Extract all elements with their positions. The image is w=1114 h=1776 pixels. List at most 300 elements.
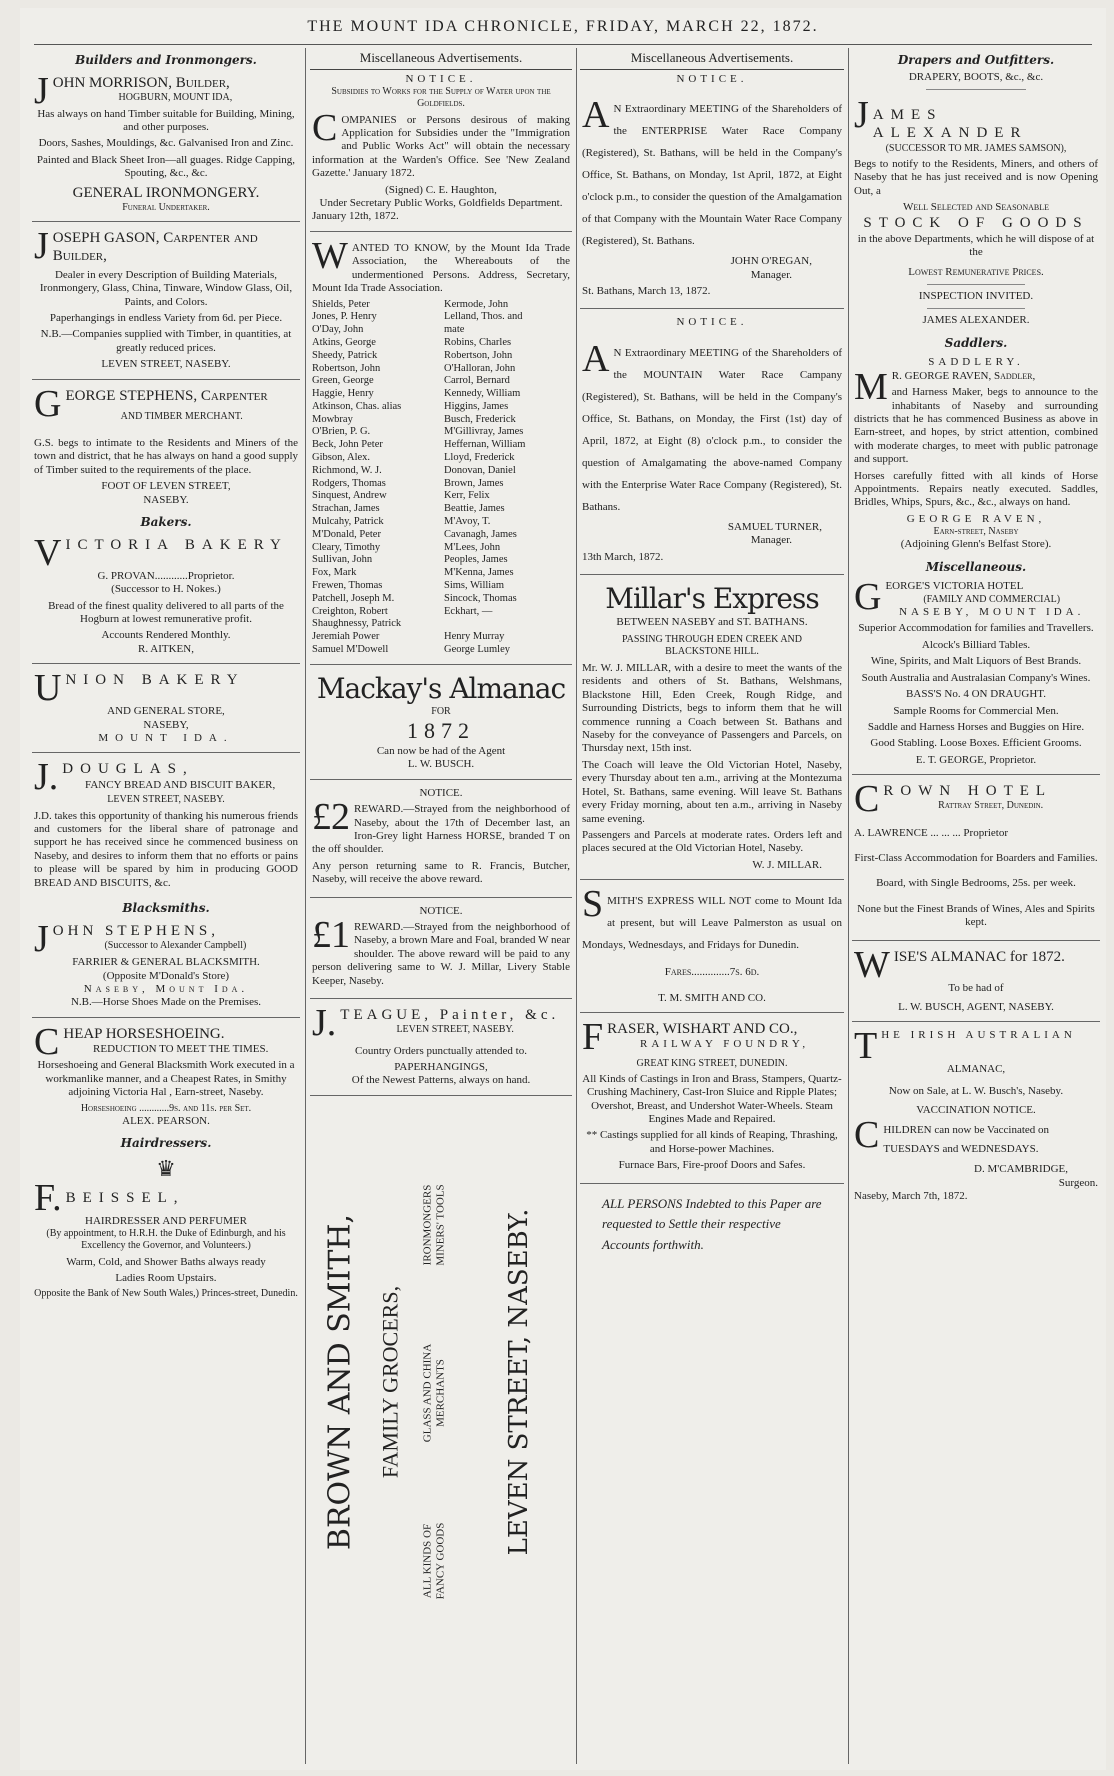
section-heading: Hairdressers. [120,1136,212,1151]
wanted-name: Patchell, Joseph M. [312,592,395,604]
wanted-name: Sullivan, John [312,554,373,566]
advert-address: LEVEN STREET, NASEBY. [503,1208,534,1556]
advert-all-persons [580,1188,844,1262]
advert-signature: JOHN O'REGAN, [730,255,812,268]
advert-line: (FAMILY AND COMMERCIAL) [923,593,1061,605]
advert-line: Under Secretary Public Works, Goldfields Department. [319,197,563,210]
advert-signature: (Signed) C. E. Haughton, [385,183,497,196]
advert-line: MERCHANTS [434,1359,447,1427]
advert-body: Horseshoeing and General Blacksmith Work executed in a workmanlike manner, and a Cheapest Rates, in Smithy adjoining Victoria Hal , Earn-street, Naseby. [37,1059,295,1099]
advert-body: HILDREN can now be Vaccinated on TUESDAYS and WEDNESDAYS. [883,1123,1050,1156]
advert-line: PAPERHANGINGS, [394,1060,488,1073]
wanted-name: Henry Murray [444,631,505,643]
advert-smith-express [580,884,844,1008]
advert-rule [32,1017,300,1018]
advert-body: and Harness Maker, begs to announce to the inhabitants of Naseby and surrounding districts that he has commenced Business as above in Earn-street, and hopes, by strict attention, combined with moderate charges, to meet with public patronage and support. [854,386,1098,466]
advert-crown-hotel [852,779,1100,936]
advert-body: MITH'S EXPRESS WILL NOT come to Mount Ida at present, but will Leave Palmerston as usual on Mondays, Wednesdays, and Fridays for Dunedin. [582,895,842,952]
advert-morrison [32,71,300,218]
advert-vaccination [852,1101,1100,1206]
wanted-name: O'Day, John [312,324,364,336]
advert-address: Naseby, Mount Ida. [83,982,249,995]
advert-signature: W. J. MILLAR. [752,858,822,871]
drop-initial: F. [34,1176,62,1219]
wanted-name: M'Kenna, James [444,567,514,579]
advert-fraser-wishart [580,1017,844,1179]
advert-date: Naseby, March 7th, 1872. [854,1190,968,1203]
advert-line: N.B.—Horse Shoes Made on the Premises. [70,996,262,1009]
wanted-name: Beck, John Peter [312,439,383,451]
advert-line: ALL KINDS OF [421,1523,434,1599]
drop-initial: A [582,94,610,137]
advert-address: FOOT OF LEVEN STREET, [101,480,231,493]
advert-rule [926,89,1025,90]
advert-rule [927,284,1025,285]
advert-brown-and-smith [310,1102,572,1662]
advert-title: Millar's Express [605,582,819,616]
advert-line: FARRIER & GENERAL BLACKSMITH. [72,956,260,969]
advert-address: Rattray Street, Dunedin. [938,800,1044,812]
wanted-name: mate [444,324,465,336]
advert-line: Manager. [750,268,792,281]
wanted-name: Heffernan, William [444,439,526,451]
column-1 [32,48,300,1764]
wanted-name: Robertson, John [312,362,381,374]
column-3 [580,48,844,1764]
wanted-name: Donovan, Daniel [444,464,516,476]
advert-signature: GEORGE RAVEN, [906,512,1046,525]
advert-heading: SADDLERY. [928,356,1024,369]
advert-address: Earn-street, Naseby [933,526,1019,538]
notice-title: VACCINATION NOTICE. [916,1104,1036,1117]
drop-initial: J [34,225,49,268]
drop-initial: J [854,94,869,137]
advert-body: All Kinds of Castings in Iron and Brass, Stampers, Quartz-Crushing Machinery, Cast-Iron Sluice and Ripple Plates; Overshot, Breast, and Undershot Water-Wheels. Steam Engines Made and Repaired. [582,1072,842,1126]
advert-line: AND GENERAL STORE, [107,705,225,718]
section-heading: Drapers and Outfitters. [897,53,1055,67]
wanted-name: Samuel M'Dowell [312,644,389,656]
advert-line: in the above Departments, which he will dispose of at the [857,232,1095,259]
advert-title: RASER, WISHART AND CO., [607,1020,798,1037]
wanted-name: Sheedy, Patrick [312,349,378,361]
advert-line: GLASS AND CHINA [421,1343,434,1443]
advert-body: J.D. takes this opportunity of thanking his numerous friends and customers for the liberal share of patronage and support he has received since he commenced business on Naseby, and desires to inform them that no efforts or pains to please will be spared by him in producing GOOD BREAD AND BISCUITS, &c. [34,809,298,889]
advert-reward-2 [310,784,572,893]
advert-body: N Extraordinary MEETING of the Shareholders of the ENTERPRISE Water Race Company (Registered), St. Bathans, will be held in the Company's Office, St. Bathans, on Monday, 1st April, 1872, at Eight o'clock p.m., to consider the question of the Amalgamation of that Company with the Mountain Water Race Company (Registered), St. Bathans. [582,103,842,248]
advert-body: REWARD.—Strayed from the neighborhood of Naseby, a brown Mare and Foal, branded W near shoulder. The above reward will be paid to any person delivering same to W. J. Millar, Livery Stable Keeper, Naseby. [312,921,570,987]
advert-body: REWARD.—Strayed from the neighborhood of Naseby, about the 17th of December last, an Iron-Grey light Harness HORSE, branded T on the off shoulder. [312,803,570,856]
advert-rule [580,879,844,880]
column-rule [848,48,849,1764]
advert-line: NASEBY, [143,718,189,731]
advert-address: Opposite the Bank of New South Wales,) Princes-street, Dunedin. [34,1288,298,1300]
advert-title: HE IRISH AUSTRALIAN [881,1029,1076,1042]
advert-line: MINERS' TOOLS [434,1184,447,1266]
advert-line: Fares..............7s. 6d. [664,966,760,979]
advert-mackay-almanac [310,669,572,775]
wanted-name: M'Avoy, T. [444,516,491,528]
advert-title: NION BAKERY [65,672,245,689]
advert-line: FANCY GOODS [434,1522,447,1600]
advert-rule [310,231,572,232]
advert-beissel [32,1154,300,1307]
advert-subsidies-notice [310,70,572,227]
advert-rule [580,1012,844,1013]
drop-initial: M [854,365,888,408]
advert-title: BEISSEL, [65,1189,185,1206]
advert-line: Now on Sale, at L. W. Busch's, Naseby. [888,1084,1064,1097]
wanted-name: O'Halloran, John [444,362,516,374]
advert-douglas [32,757,300,896]
advert-address: LEVEN STREET, NASEBY. [396,1024,514,1036]
advert-signature: T. M. SMITH AND CO. [658,991,766,1004]
drop-initial: G [854,576,882,619]
advert-rule [310,897,572,898]
advert-line: L. W. BUSCH, AGENT, NASEBY. [898,1001,1054,1014]
advert-line: Well Selected and Seasonable [903,201,1049,214]
wanted-name: Cavanagh, James [444,528,517,540]
advert-signature: ALEX. PEARSON. [122,1114,210,1127]
wanted-name: Jeremiah Power [312,631,380,643]
advert-john-stephens [32,919,300,1013]
advert-body: Furnace Bars, Fire-proof Doors and Safes. [618,1159,806,1172]
advert-date: January 12th, 1872. [312,210,399,223]
crest-icon: ♛ [156,1155,176,1181]
advert-address: LEVEN STREET, NASEBY. [107,794,225,806]
advert-body: Bread of the finest quality delivered to all parts of the Hogburn at lowest remunerative profit. [48,599,284,625]
wanted-name: Sinquest, Andrew [312,490,387,502]
advert-line: Saddle and Harness Horses and Buggies on Hire. [867,720,1085,733]
advert-body: N Extraordinary MEETING of the Shareholders of the MOUNTAIN Water Race Campany (Registered), St. Bathans, will be held in the Company's Office, St. Bathans, on Monday, the First (1st) day of April, 1872, at Eight (8) o'clock p.m., to consider the question of Amalgamating the above-named Company with the Enterprise Water Race Company (Registered), St. Bathans. [582,346,842,513]
drop-initial: J. [312,1002,337,1045]
advert-line: Horseshoeing ............9s. and 11s. per Set. [80,1102,252,1114]
section-heading: Saddlers. [944,335,1008,350]
advert-body: ALL PERSONS Indebted to this Paper are requested to Settle their respective Accounts forthwith. [602,1195,822,1253]
advert-line: REDUCTION TO MEET THE TIMES. [93,1043,269,1056]
advert-line: (Successor to Alexander Campbell) [104,939,247,951]
advert-millar-express [580,579,844,875]
advert-year: 1872 [407,718,475,744]
advert-heading: GENERAL IRONMONGERY. [72,184,260,201]
names-right [444,299,570,657]
advert-line: None but the Finest Brands of Wines, Ales and Spirits kept. [857,902,1095,929]
wanted-name: Atkinson, Chas. alias [312,400,402,412]
wanted-name: M'Gillivray, James [444,426,524,438]
advert-body: Any person returning same to R. Francis, Butcher, Naseby, will receive the above reward. [312,859,570,886]
advert-mountain-meeting [580,313,844,570]
advert-body: Mr. W. J. MILLAR, with a desire to meet the wants of the residents and others of St. Bathans, Welshmans, Blackstone Hill, Eden Creek, Rough Ridge, and Surrounding Districts, begs to inform them that he will commence running a Coach between St. Bathans and Naseby for the conveyance of Passengers and Parcels, on Thursday next, 15th inst. [582,662,842,755]
advert-title: BROWN AND SMITH, [323,1213,359,1550]
advert-date: 13th March, 1872. [582,550,664,563]
advert-irish-australian [852,1026,1100,1101]
advert-body: G.S. begs to intimate to the Residents and Miners of the town and district, that he has always on hand a good supply of Timber suited to the requirements of the place. [34,437,298,476]
advert-title: EORGE STEPHENS, Carpenter [65,387,268,404]
advert-line: Alcock's Billiard Tables. [921,638,1031,651]
advert-signature: D. M'CAMBRIDGE, [974,1163,1068,1176]
advert-reward-1 [310,902,572,994]
advert-line: N.B.—Companies supplied with Timber, in quantities, at greatly reduced prices. [40,328,292,354]
advert-address: NASEBY. [143,493,189,506]
notice-title: NOTICE. [405,72,477,85]
advert-body: Passengers and Parcels at moderate rates. Orders left and places secured at the Old Victorian Hotel, Naseby. [582,828,842,855]
drop-initial: C [854,778,880,821]
advert-rule [32,221,300,222]
advert-victoria-bakery [32,533,300,659]
advert-stephens [32,384,300,511]
column-4 [852,48,1100,1764]
advert-signature: E. T. GEORGE, Proprietor. [915,753,1037,766]
names-left [312,299,438,657]
wanted-name [444,618,570,631]
advert-line: DRAPERY, BOOTS, &c., &c. [908,70,1044,83]
notice-title: NOTICE. [676,316,748,329]
advert-line: Good Stabling. Loose Boxes. Efficient Grooms. [870,737,1082,750]
advert-line: BASS'S No. 4 ON DRAUGHT. [906,688,1046,701]
advert-rule [310,779,572,780]
advert-line: AND TIMBER MERCHANT. [120,410,243,422]
advert-title: HEAP HORSESHOEING. [63,1025,225,1042]
masthead-rule [34,44,1092,45]
wanted-name: Fox, Mark [312,567,357,579]
advert-date: St. Bathans, March 13, 1872. [582,285,711,298]
advert-gason [32,226,300,374]
wanted-name: Kennedy, William [444,388,521,400]
section-heading: Bakers. [140,515,192,530]
advert-line: First-Class Accommodation for Boarders and Families. [854,852,1098,865]
drop-initial: V [34,531,62,574]
wanted-name: Mulcahy, Patrick [312,516,384,528]
advert-wanted-to-know [310,236,572,660]
wanted-name: Cleary, Timothy [312,541,381,553]
column-2 [310,48,572,1764]
advert-line: L. W. BUSCH. [407,758,475,771]
drop-initial: W [312,234,348,277]
advert-rule [310,1095,572,1096]
advert-line: Dealer in every Description of Building Materials, Ironmongery, Glass, China, Tinware, Window Glass, Oil, Paints, and Colors. [39,268,293,308]
wanted-name: Busch, Frederick [444,413,516,425]
wanted-name: Lloyd, Frederick [444,452,515,464]
advert-line: Funeral Undertaker. [122,201,210,213]
column-rule [305,48,306,1764]
wanted-name: O'Brien, P. G. [312,426,371,438]
drop-initial: S [582,883,604,926]
advert-title: ROWN HOTEL [883,783,1053,800]
advert-line: Warm, Cold, and Shower Baths always ready [66,1255,266,1268]
wanted-name: Kerr, Felix [444,490,490,502]
drop-initial: J. [34,756,59,799]
advert-rule [310,998,572,999]
advert-line: (SUCCESSOR TO MR. JAMES SAMSON), [885,142,1067,154]
advert-line: G. PROVAN............Proprietor. [97,569,235,582]
advert-address: HOGBURN, MOUNT IDA, [118,91,233,103]
wanted-name: Strachan, James [312,503,380,515]
advert-title: AMES ALEXANDER [872,107,1028,142]
drop-initial: C [312,106,338,149]
advert-body: ANTED TO KNOW, by the Mount Ida Trade Association, the Whereabouts of the undermentioned Persons. Address, Secretary, Mount Ida Trade Association. [312,241,570,295]
drop-initial: W [854,943,890,986]
masthead: THE MOUNT IDA CHRONICLE, FRIDAY, MARCH 22, 1872. [307,18,819,35]
wanted-name: Atkins, George [312,336,376,348]
names-list [312,299,570,657]
wanted-name: Robertson, John [444,349,513,361]
advert-line: MOUNT IDA. [98,731,234,744]
wanted-name: Eckhart, — [444,605,493,617]
wanted-name: George Lumley [444,644,510,656]
advert-address: (Adjoining Glenn's Belfast Store). [900,538,1052,551]
advert-line: Board, with Single Bedrooms, 25s. per week. [876,877,1076,890]
wanted-name: Creighton, Robert [312,605,388,617]
advert-line: FAMILY GROCERS, [377,1285,403,1478]
wanted-name: Higgins, James [444,400,509,412]
advert-line: Wine, Spirits, and Malt Liquors of Best Brands. [870,655,1082,668]
advert-rule [852,774,1100,775]
advert-signature: JAMES ALEXANDER. [922,314,1030,327]
wanted-name: Frewen, Thomas [312,580,383,592]
advert-line: BETWEEN NASEBY and ST. BATHANS. [616,616,808,629]
advert-title: OSEPH GASON, Carpenter and Builder, [52,230,258,265]
advert-line: PASSING THROUGH EDEN CREEK AND BLACKSTONE HILL. [621,633,803,657]
section-heading: Miscellaneous. [925,559,1027,574]
advert-line: FOR [431,705,451,717]
wanted-name: Robins, Charles [444,336,512,348]
advert-title: R. GEORGE RAVEN, Saddler, [891,369,1036,382]
advert-georges-hotel [852,577,1100,770]
advert-rule [32,663,300,664]
advert-signature: SAMUEL TURNER, [727,520,822,533]
advert-line: Lowest Remunerative Prices. [908,265,1044,278]
drop-initial: J [34,69,49,112]
wanted-name: Mowbray [312,413,353,425]
advert-body: ** Castings supplied for all kinds of Reaping, Thrashing, and Horse-power Machines. [586,1129,838,1155]
column-heading: Miscellaneous Advertisements. [310,48,572,70]
drop-initial: A [582,337,610,380]
advert-title: TEAGUE, Painter, &c. [340,1007,560,1024]
advert-rule [852,1021,1100,1022]
advert-teague [310,1003,572,1091]
advert-enterprise-meeting [580,70,844,305]
advert-line: Superior Accommodation for families and Travellers. [858,622,1094,635]
reward-amount: £1 [312,914,350,957]
advert-line: RAILWAY FOUNDRY, [640,1038,810,1051]
advert-line: (By appointment, to H.R.H. the Duke of Edinburgh, and his Excellency the Governor, and Volunteers.) [46,1228,286,1252]
wanted-name: Gibson, Alex. [312,452,371,464]
advert-line: INSPECTION INVITED. [918,289,1034,302]
column-heading: Miscellaneous Advertisements. [580,48,844,70]
advert-line: ALMANAC, [946,1063,1006,1076]
advert-line: FANCY BREAD AND BISCUIT BAKER, [85,778,276,791]
advert-body: Horses carefully fitted with all kinds of Horse Appointments. Repairs neatly executed. Saddles, Bridles, Whips, Spurs, &c., &c., always on hand. [854,469,1098,509]
advert-rule [927,308,1025,309]
advert-james-alexander [852,95,1100,331]
advert-rule [580,574,844,575]
advert-title: OHN STEPHENS, [52,922,219,939]
wanted-name: Haggie, Henry [312,388,374,400]
advert-rule [580,308,844,309]
wanted-name: Shaughnessy, Patrick [312,618,402,630]
advert-line: South Australia and Australasian Company's Wines. [861,671,1091,684]
advert-line: Painted and Black Sheet Iron—all guages. Ridge Capping, Spouting, &c., &c. [36,153,296,180]
advert-address: GREAT KING STREET, DUNEDIN. [636,1057,788,1069]
wanted-name: Brown, James [444,477,504,489]
reward-amount: £2 [312,796,350,839]
advert-line: Has always on hand Timber suitable for Building, Mining, and other purposes. [37,107,295,134]
drop-initial: C [854,1113,880,1156]
advert-line: Surgeon. [1058,1176,1098,1189]
wanted-name: Lelland, Thos. and [444,311,523,323]
section-heading: Blacksmiths. [122,901,210,915]
notice-title: NOTICE. [676,72,748,85]
column-rule [576,48,577,1764]
advert-rule [310,664,572,665]
advert-rule [32,379,300,380]
advert-line: (Opposite M'Donald's Store) [102,969,230,982]
advert-heading: STOCK OF GOODS [863,215,1089,232]
advert-union-bakery [32,668,300,748]
wanted-name: Richmond, W. J. [312,464,382,476]
advert-cheap-horseshoeing [32,1022,300,1132]
advert-rule [852,940,1100,941]
wanted-name: Green, George [312,375,374,387]
wanted-name: Peoples, James [444,554,508,566]
wanted-name: M'Lees, John [444,541,501,553]
drop-initial: G [34,382,62,425]
advert-line: A. LAWRENCE ... ... ... Proprietor [854,826,1009,839]
notice-subtitle: Subsidies to Works for the Supply of Water upon the Goldfields. [331,86,551,110]
advert-line: Paperhangings in endless Variety from 6d. per Piece. [49,311,283,324]
advert-line: Of the Newest Patterns, always on hand. [351,1074,531,1087]
advert-line: To be had of [948,981,1004,994]
drop-initial: J [34,917,49,960]
wanted-name: Beattie, James [444,503,505,515]
advert-line: (Successor to H. Nokes.) [111,583,221,596]
drop-initial: T [854,1025,878,1068]
advert-line: HAIRDRESSER AND PERFUMER [85,1214,247,1227]
advert-line: Doors, Sashes, Mouldings, &c. Galvanised Iron and Zinc. [38,137,294,150]
advert-title: Mackay's Almanac [316,671,566,705]
advert-title: EORGE'S VICTORIA HOTEL [885,580,1024,593]
advert-title: ICTORIA BAKERY [65,536,288,553]
advert-title: ISE'S ALMANAC for 1872. [893,948,1065,965]
advert-body: The Coach will leave the Old Victorian Hotel, Naseby, every Thursday about ten a.m., arriving at the Montezuma Hotel, St. Bathans, same evening. Will leave St. Bathans every Friday morning, about ten a.m., arriving in Naseby same evening. [582,758,842,825]
advert-signature: R. AITKEN, [138,642,194,655]
wanted-name: Sincock, Thomas [444,592,517,604]
advert-body: Begs to notify to the Residents, Miners, and others of Naseby that he has just received and is now Opening Out, a [854,157,1098,197]
wanted-name: Sims, William [444,580,505,592]
advert-line: IRONMONGERS [421,1184,434,1266]
advert-george-raven [852,353,1100,554]
drop-initial: U [34,667,62,710]
advert-title: OHN MORRISON, Builder, [52,74,230,91]
section-heading: Builders and Ironmongers. [75,53,257,67]
wanted-name: M'Donald, Peter [312,528,381,540]
advert-line: Sample Rooms for Commercial Men. [893,704,1059,717]
advert-line: Can now be had of the Agent [376,745,506,757]
advert-rule [32,752,300,753]
advert-rule [580,1183,844,1184]
advert-wise-almanac [852,945,1100,1018]
advert-address: NASEBY, MOUNT IDA. [899,606,1085,619]
notice-title: NOTICE. [419,786,463,799]
drop-initial: C [34,1020,60,1063]
wanted-name: Shields, Peter [312,298,370,310]
wanted-name: Rodgers, Thomas [312,477,386,489]
advert-line: Accounts Rendered Monthly. [101,629,231,642]
notice-title: NOTICE. [419,904,463,917]
advert-title: DOUGLAS, [62,761,194,778]
advert-address: LEVEN STREET, NASEBY. [101,358,231,371]
wanted-name: Jones, P. Henry [312,311,377,323]
wanted-name: Kermode, John [444,298,509,310]
